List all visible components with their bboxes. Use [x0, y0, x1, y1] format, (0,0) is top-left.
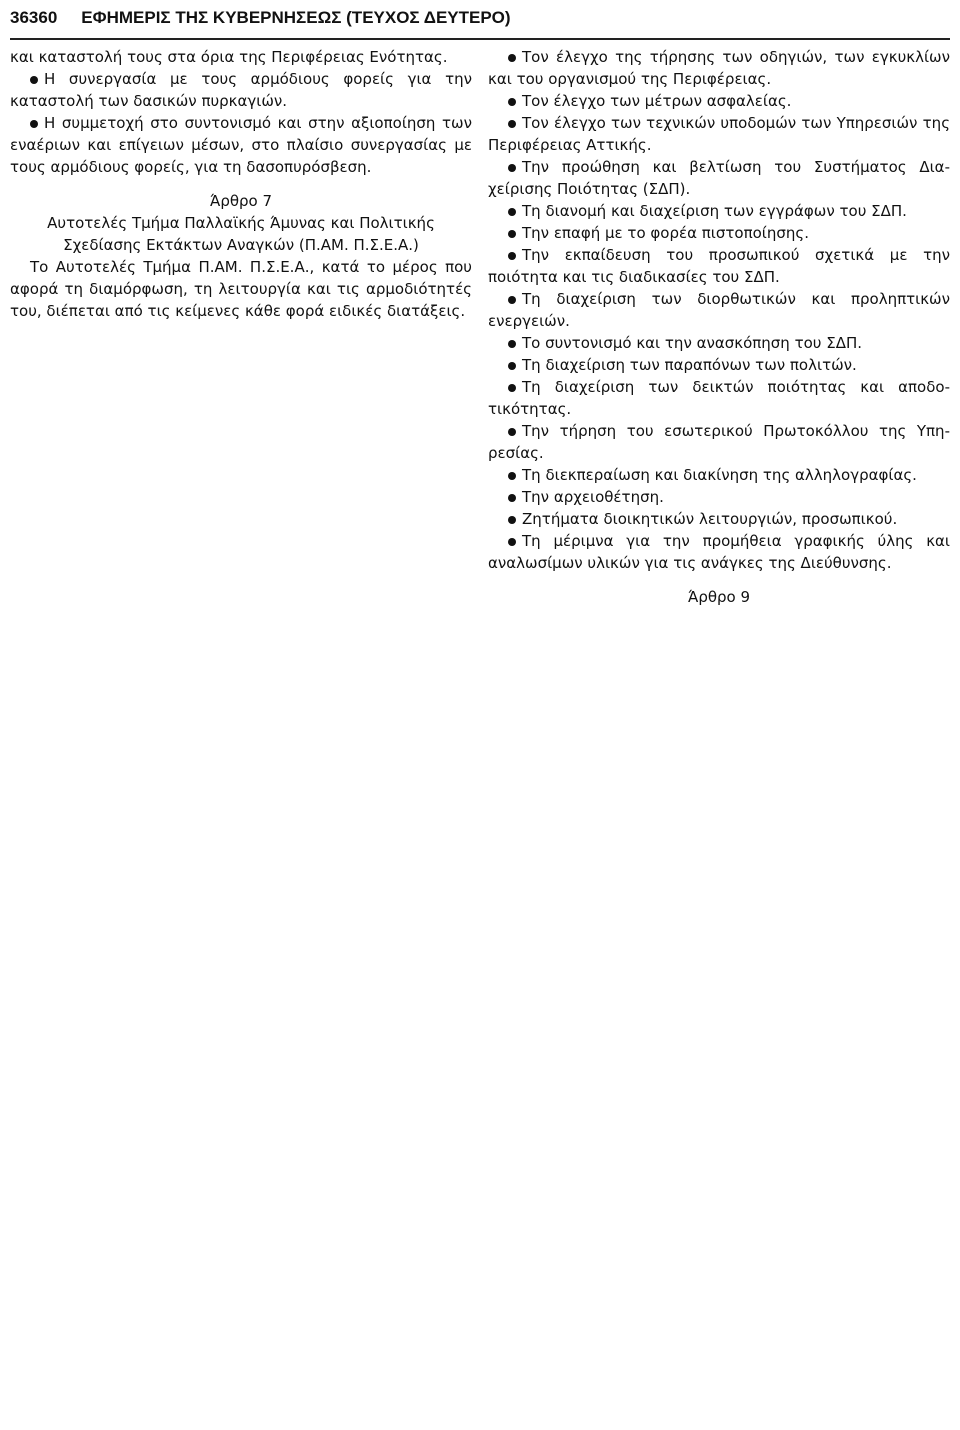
bullet-icon: [508, 120, 516, 128]
bullet-icon: [508, 164, 516, 172]
bullet-item: Τη διανομή και διαχείριση των εγγράφων του ΣΔΠ.: [488, 200, 950, 222]
bullet-item: Τη διεκπεραίωση και διακίνηση της αλληλογραφίας.: [488, 464, 950, 486]
bullet-icon: [508, 340, 516, 348]
bullet-icon: [508, 516, 516, 524]
right-column: [488, 46, 950, 608]
bullet-item: Η συνεργασία με τους αρμόδιους φορείς για την καταστολή των δασικών πυρκαγιών.: [10, 70, 472, 110]
bullet-item: Η συμμετοχή στο συντονισμό και στην αξιοποίηση των εναέριων και επίγειων μέσων, στο πλαίσιο συνεργασίας με τους αρμόδιους φορείς, για τη δασοπυρόσβεση.: [10, 114, 472, 176]
bullet-item: Τον έλεγχο των τεχνικών υποδομών των Υπηρεσιών της Περιφέρειας Αττικής.: [488, 114, 950, 154]
bullet-item: Την τήρηση του εσωτερικού Πρωτοκόλλου της Υπηρεσίας.: [488, 422, 950, 462]
bullet-icon: [30, 120, 38, 128]
bullet-item: Την εκπαίδευση του προσωπικού σχετικά με την ποιότητα και τις διαδικασίες του ΣΔΠ.: [488, 246, 950, 286]
page-number: 36360: [10, 8, 58, 27]
bullet-item: Τον έλεγχο των μέτρων ασφαλείας.: [488, 90, 950, 112]
bullet-item: Την προώθηση και βελτίωση του Συστήματος Διαχείρισης Ποιότητας (ΣΔΠ).: [488, 158, 950, 198]
left-column: [10, 46, 472, 322]
bullet-icon: [508, 208, 516, 216]
bullet-icon: [508, 98, 516, 106]
bullet-icon: [508, 252, 516, 260]
bullet-icon: [508, 494, 516, 502]
bullet-icon: [508, 538, 516, 546]
bullet-item: Την επαφή με το φορέα πιστοποίησης.: [488, 222, 950, 244]
bullet-icon: [508, 54, 516, 62]
bullet-item: Τη μέριμνα για την προμήθεια γραφικής ύλης και αναλωσίμων υλικών για τις ανάγκες της Διεύθυνσης.: [488, 532, 950, 572]
bullet-item: Ζητήματα διοικητικών λειτουργιών, προσωπικού.: [488, 508, 950, 530]
bullet-icon: [508, 472, 516, 480]
paragraph: και καταστολή τους στα όρια της Περιφέρειας Ενότητας.: [10, 48, 448, 66]
bullet-item: Τον έλεγχο της τήρησης των οδηγιών, των εγκυκλίων και του οργανισμού της Περιφέρειας.: [488, 48, 950, 88]
article-7-subtitle: Αυτοτελές Τμήμα Παλλαϊκής Άμυνας και Πολιτικής Σχεδίασης Εκτάκτων Αναγκών (Π.ΑΜ. Π.Σ.Ε.Α.): [47, 214, 435, 254]
bullet-item: Το συντονισμό και την ανασκόπηση του ΣΔΠ.: [488, 332, 950, 354]
bullet-item: Την αρχειοθέτηση.: [488, 486, 950, 508]
bullet-icon: [508, 296, 516, 304]
article-9-title: Άρθρο 9: [687, 588, 751, 606]
bullet-item: Τη διαχείριση των διορθωτικών και προληπτικών ενεργειών.: [488, 290, 950, 330]
bullet-icon: [508, 230, 516, 238]
bullet-item: Τη διαχείριση των παραπόνων των πολιτών.: [488, 354, 950, 376]
bullet-icon: [30, 76, 38, 84]
page-header: [10, 8, 950, 28]
bullet-item: Τη διαχείριση των δεικτών ποιότητας και αποδοτικότητας.: [488, 378, 950, 418]
header-rule: [10, 38, 950, 40]
gazette-title: ΕΦΗΜΕΡΙΣ ΤΗΣ ΚΥΒΕΡΝΗΣΕΩΣ (ΤΕΥΧΟΣ ΔΕΥΤΕΡΟ): [81, 8, 511, 27]
article-7-title: Άρθρο 7: [209, 192, 273, 210]
bullet-icon: [508, 428, 516, 436]
paragraph: Το Αυτοτελές Τμήμα Π.ΑΜ. Π.Σ.Ε.Α., κατά το μέρος που αφορά τη διαμόρφωση, τη λειτουργία και τις αρμοδιότητές του, διέπεται από τις κείμενες κάθε φορά ειδικές διατάξεις.: [10, 258, 472, 320]
bullet-icon: [508, 362, 516, 370]
bullet-icon: [508, 384, 516, 392]
